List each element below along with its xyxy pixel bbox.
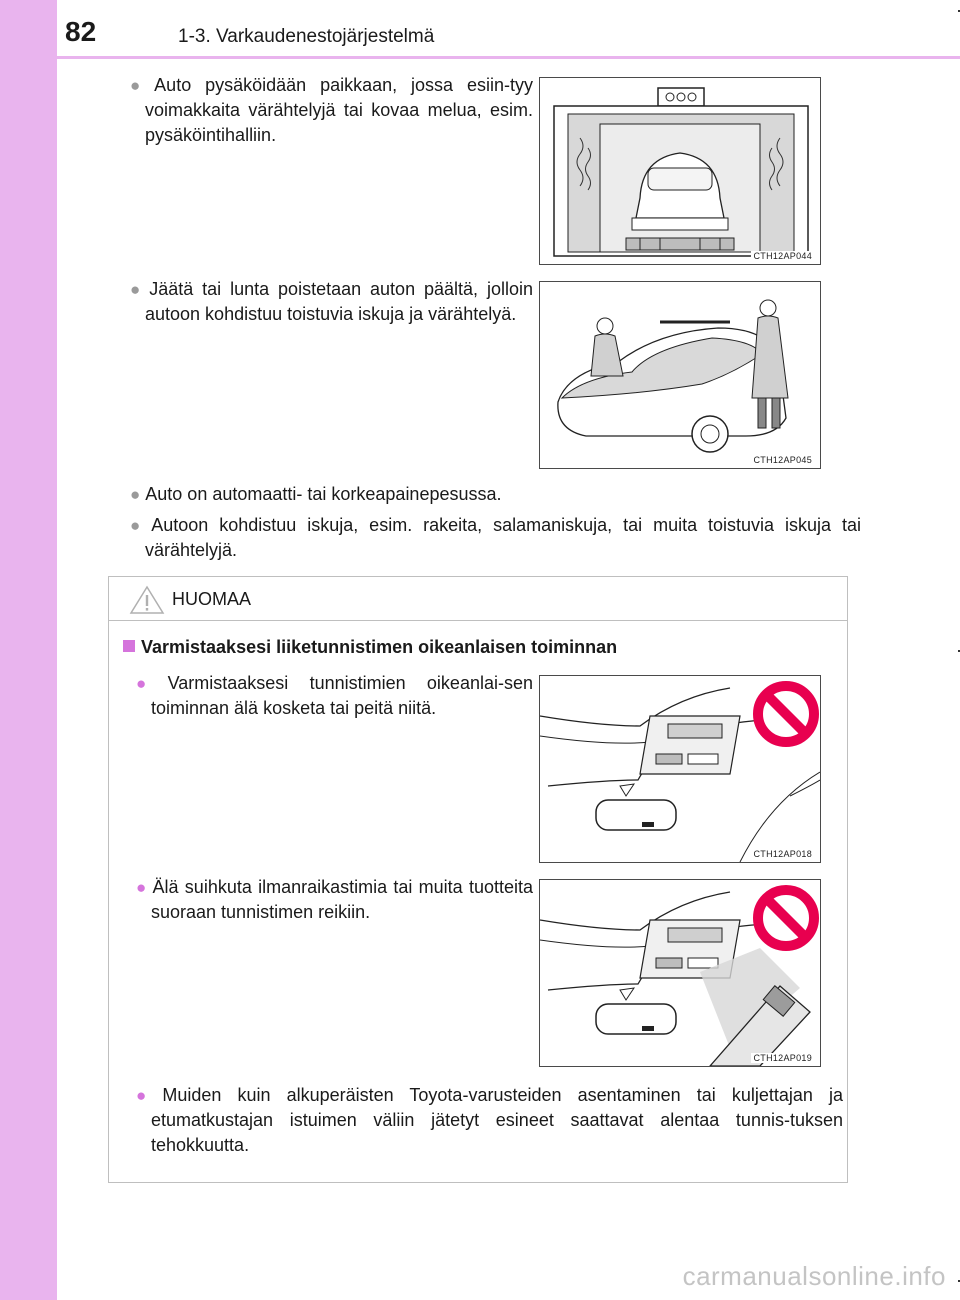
list-item-text: Muiden kuin alkuperäisten Toyota-varusteiden asentaminen tai kuljettajan ja etumatkustajan istuimen väliin jätetyt esineet saattavat alentaa tunnis-tuksen tehokkuutta. (151, 1085, 843, 1155)
air-freshener-spray-illustration (540, 880, 820, 1066)
circle-bullet-icon: ● (130, 280, 145, 299)
notice-subheading-text: Varmistaaksesi liiketunnistimen oikeanlaisen toiminnan (141, 637, 618, 657)
square-bullet-icon (123, 640, 135, 652)
list-item-text: Varmistaaksesi tunnistimien oikeanlai-sen toiminnan älä kosketa tai peitä niitä. (151, 673, 533, 718)
list-item-text: Jäätä tai lunta poistetaan auton päältä, jolloin autoon kohdistuu toistuvia iskuja ja värähtelyä. (145, 279, 533, 324)
page-number: 82 (65, 16, 97, 47)
figure-code: CTH12AP018 (753, 849, 812, 859)
list-item (130, 513, 861, 563)
notice-divider (109, 620, 847, 621)
list-item-text: Auto on automaatti- tai korkeapainepesussa. (145, 484, 502, 504)
circle-bullet-icon: ● (136, 1086, 158, 1105)
circle-bullet-icon: ● (136, 878, 148, 897)
parking-garage-illustration (540, 78, 820, 264)
section-title: 1-3. Varkaudenestojärjestelmä (178, 26, 435, 47)
snow-removal-illustration (540, 282, 820, 468)
circle-bullet-icon: ● (130, 516, 147, 535)
figure-code: CTH12AP045 (753, 455, 812, 465)
list-item (130, 277, 533, 327)
circle-bullet-icon: ● (130, 76, 150, 95)
circle-bullet-icon: ● (130, 485, 141, 504)
overhead-sensor-illustration (540, 676, 820, 862)
list-item (130, 482, 861, 507)
notice-title: HUOMAA (172, 589, 252, 609)
warning-triangle-icon (129, 585, 165, 615)
circle-bullet-icon: ● (136, 674, 163, 693)
figure-code: CTH12AP019 (753, 1053, 812, 1063)
figure-code: CTH12AP044 (753, 251, 812, 261)
notice-subheading (123, 637, 617, 658)
list-item-text: Auto pysäköidään paikkaan, jossa esiin-tyy voimakkaita värähtelyjä tai kovaa melua, esim. pysäköintihalliin. (145, 75, 533, 145)
figure-snow-removal (539, 281, 821, 469)
list-item-text: Älä suihkuta ilmanraikastimia tai muita tuotteita suoraan tunnistimen reikiin. (151, 877, 533, 922)
figure-sensor-spray (539, 879, 821, 1067)
list-item (136, 1083, 843, 1158)
watermark: carmanualsonline.info (682, 1261, 946, 1291)
list-item-text: Autoon kohdistuu iskuja, esim. rakeita, salamaniskuja, tai muita toistuvia iskuja tai värähtelyjä. (145, 515, 861, 560)
list-item (136, 875, 533, 925)
figure-sensor-touch (539, 675, 821, 863)
list-item (130, 73, 533, 148)
header-rule (57, 56, 960, 59)
list-item (136, 671, 533, 721)
figure-parking-garage (539, 77, 821, 265)
page-side-tab (0, 0, 57, 1300)
